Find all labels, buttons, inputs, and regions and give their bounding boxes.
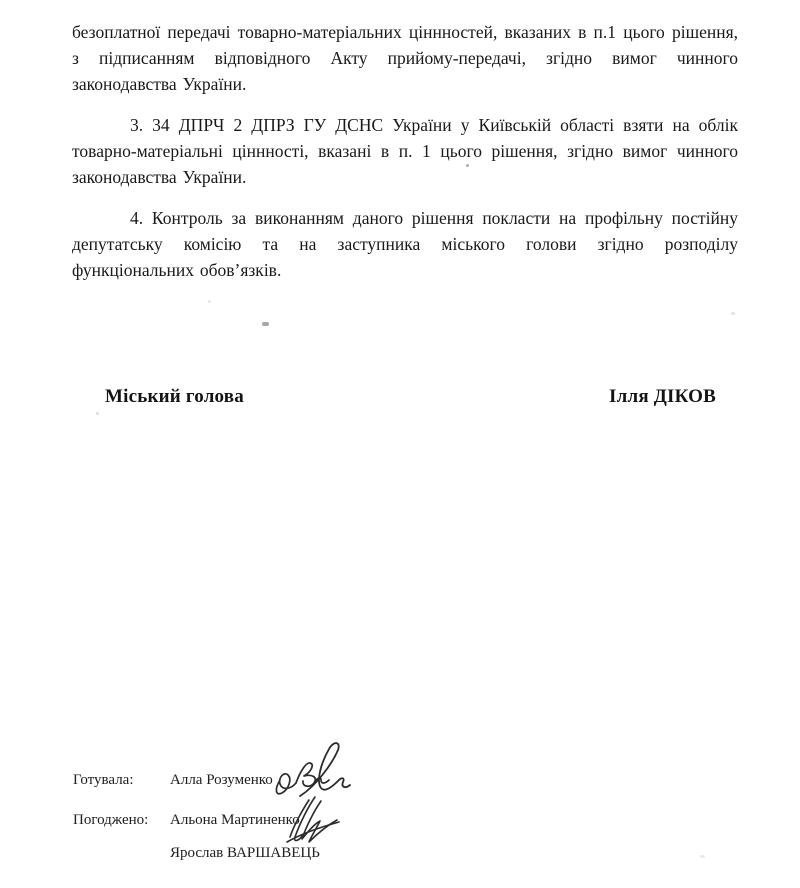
scan-artifact bbox=[96, 412, 99, 415]
agreed-row-1 bbox=[73, 812, 300, 829]
paragraph-item-4: 4. Контроль за виконанням даного рішення покласти на профільну постійну депутатську комісію та на заступника міського голови згідно розподілу функціональних обов’язків. bbox=[72, 208, 738, 280]
agreed-row-2 bbox=[73, 845, 320, 862]
scan-artifact bbox=[208, 300, 211, 303]
scan-artifact bbox=[731, 312, 735, 315]
prepared-name: Алла Розуменко bbox=[170, 772, 273, 788]
scan-artifact bbox=[700, 855, 705, 858]
paragraph-continuation: безоплатної передачі товарно-матеріальних ціннностей, вказаних в п.1 цього рішення, з підписанням відповідного Акту прийому-передачі, згідно вимог чинного законодавства України. bbox=[72, 22, 738, 94]
signatory-row bbox=[105, 386, 716, 408]
scan-artifact bbox=[466, 164, 469, 167]
signatory-name: Ілля ДІКОВ bbox=[609, 386, 716, 407]
approvals-block bbox=[73, 765, 493, 875]
paragraph-item-3: 3. 34 ДПРЧ 2 ДПРЗ ГУ ДСНС України у Київській області взяти на облік товарно-матеріальні ціннності, вказані в п. 1 цього рішення, згідно вимог чинного законодавства України. bbox=[72, 115, 738, 187]
prepared-label: Готувала: bbox=[73, 772, 134, 788]
agreed-name-1: Альона Мартиненко bbox=[170, 812, 300, 828]
scan-artifact bbox=[262, 322, 269, 326]
prepared-row bbox=[73, 772, 273, 789]
agreed-label-spacer bbox=[73, 845, 170, 862]
agreed-name-2: Ярослав ВАРШАВЕЦЬ bbox=[170, 845, 320, 861]
document-body bbox=[72, 19, 738, 298]
signatory-title: Міський голова bbox=[105, 386, 244, 407]
agreed-label: Погоджено: bbox=[73, 812, 149, 828]
